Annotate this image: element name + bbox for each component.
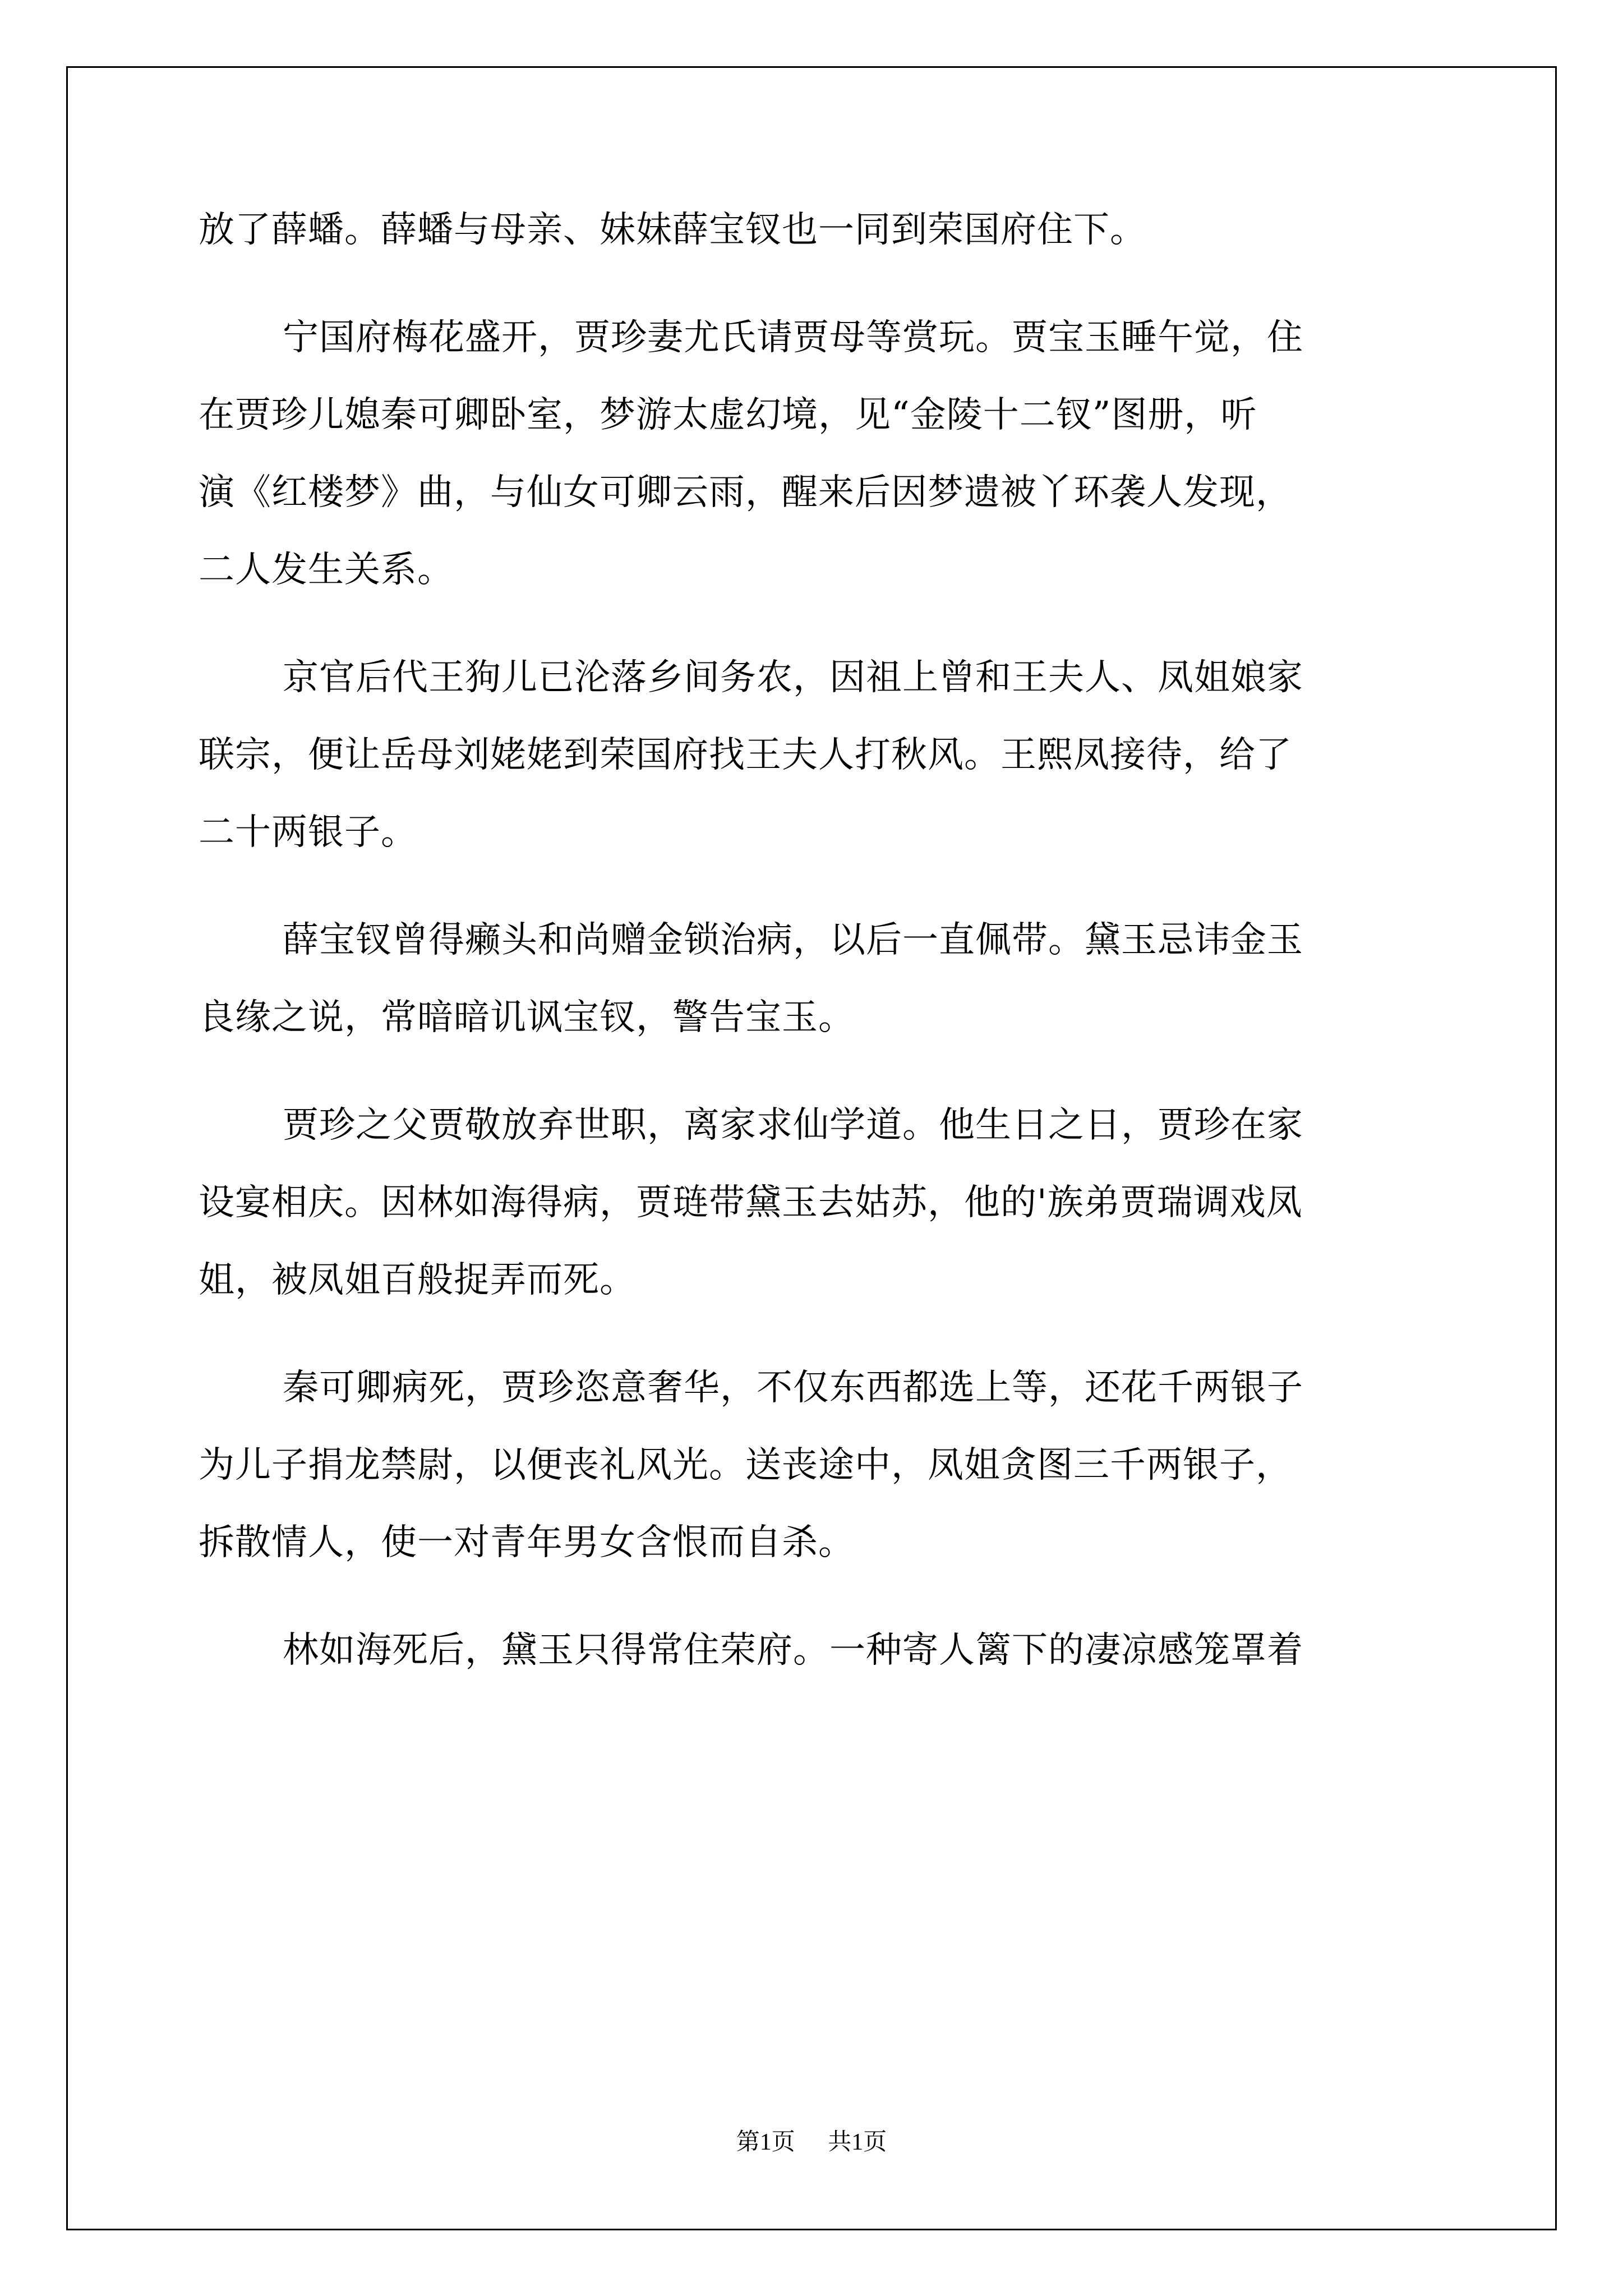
text-line: 拆散情人，使一对青年男女含恨而自杀。 (199, 1522, 855, 1563)
text-line: 姐，被凤姐百般捉弄而死。 (199, 1259, 636, 1301)
paragraph-first-line: 京官后代王狗儿已沦落乡间务农，因祖上曾和王夫人、凤姐娘家 (283, 657, 1303, 698)
text-line: 二十两银子。 (199, 812, 417, 853)
text-line: 为儿子捐龙禁尉，以便丧礼风光。送丧途中，凤姐贪图三千两银子， (199, 1444, 1292, 1486)
page-total: 共1页 (828, 2129, 887, 2155)
paragraph-first-line: 宁国府梅花盛开，贾珍妻尤氏请贾母等赏玩。贾宝玉睡午觉，住 (283, 317, 1303, 358)
text-line: 良缘之说，常暗暗讥讽宝钗，警告宝玉。 (199, 997, 855, 1038)
paragraph-first-line: 林如海死后，黛玉只得常住荣府。一种寄人篱下的凄凉感笼罩着 (283, 1630, 1303, 1671)
text-line: 设宴相庆。因林如海得病，贾琏带黛玉去姑苏，他的'族弟贾瑞调戏凤 (199, 1182, 1303, 1223)
text-line: 在贾珍儿媳秦可卿卧室，梦游太虚幻境，见“金陵十二钗”图册，听 (199, 394, 1257, 436)
paragraph-first-line: 秦可卿病死，贾珍恣意奢华，不仅东西都选上等，还花千两银子 (283, 1367, 1303, 1409)
paragraph-first-line: 贾珍之父贾敬放弃世职，离家求仙学道。他生日之日，贾珍在家 (283, 1105, 1303, 1146)
page-footer (0, 2123, 1623, 2157)
page-number: 第1页 (736, 2129, 795, 2155)
text-line: 二人发生关系。 (199, 549, 454, 591)
paragraph-first-line: 薛宝钗曾得癞头和尚赠金锁治病，以后一直佩带。黛玉忌讳金玉 (283, 919, 1303, 961)
text-line: 演《红楼梦》曲，与仙女可卿云雨，醒来后因梦遗被丫环袭人发现， (199, 472, 1292, 513)
text-line: 放了薛蟠。薛蟠与母亲、妹妹薛宝钗也一同到荣国府住下。 (199, 209, 1146, 251)
text-line: 联宗，便让岳母刘姥姥到荣国府找王夫人打秋风。王熙凤接待，给了 (199, 734, 1292, 776)
